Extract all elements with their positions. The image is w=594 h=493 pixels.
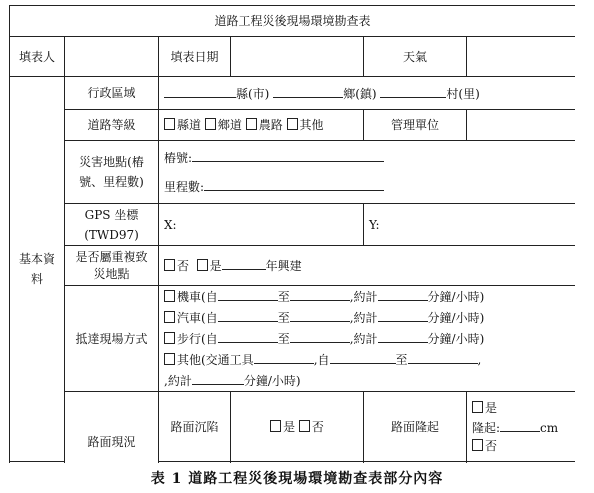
comma-label: ,: [477, 353, 482, 367]
approx-label: ,約計: [349, 290, 378, 304]
checkbox-repeat-no[interactable]: [164, 259, 175, 271]
survey-form: [9, 5, 575, 463]
scooter-label: 機車: [177, 290, 202, 304]
checkbox-other-vehicle[interactable]: [164, 353, 175, 365]
county-suffix: 縣(市): [236, 86, 270, 101]
other-from-blank[interactable]: [330, 349, 396, 364]
admin-area-label: 行政區域: [65, 77, 159, 110]
other-approx-label: ,約計: [164, 374, 192, 388]
heave-yes-label: 是: [485, 400, 498, 415]
checkbox-scooter[interactable]: [164, 290, 175, 302]
from-label: (自: [201, 311, 218, 325]
time-blank[interactable]: [378, 328, 428, 343]
disaster-location-field: [159, 141, 576, 204]
other-road-label: 其他: [299, 118, 324, 132]
time-blank[interactable]: [378, 286, 428, 301]
form-title: 道路工程災後現場環境勘查表: [10, 6, 576, 37]
other-vehicle-label: 其他(交通工具: [177, 353, 254, 367]
admin-area-field: [159, 77, 576, 110]
repeat-disaster-label: 是否屬重複致災地點: [65, 246, 159, 286]
access-row-other: [164, 349, 570, 370]
to-blank[interactable]: [290, 286, 350, 301]
mgmt-unit-label: 管理單位: [364, 110, 467, 141]
township-blank[interactable]: [273, 83, 343, 98]
other-time-blank[interactable]: [192, 370, 244, 385]
county-road-label: 縣道: [177, 118, 202, 132]
access-row-walk: [164, 328, 570, 349]
from-blank[interactable]: [218, 328, 278, 343]
other-to-label: 至: [395, 353, 408, 367]
road-status-label: 路面現況: [65, 392, 159, 464]
gps-x-label: X:: [164, 217, 177, 232]
road-grade-options: [159, 110, 364, 141]
road-grade-label: 道路等級: [65, 110, 159, 141]
weather-field[interactable]: [467, 37, 576, 77]
checkbox-sinking-yes[interactable]: [270, 420, 281, 432]
car-label: 汽車: [177, 311, 202, 325]
repeat-no-label: 否: [177, 259, 190, 273]
village-suffix: 村(里): [446, 86, 480, 101]
gps-y-field[interactable]: [364, 204, 576, 246]
checkbox-farm-road[interactable]: [246, 118, 257, 130]
mileage-blank[interactable]: [204, 176, 384, 191]
from-blank[interactable]: [218, 307, 278, 322]
heave-options: [467, 392, 576, 462]
checkbox-heave-no[interactable]: [472, 439, 483, 451]
access-row-scooter: [164, 286, 570, 307]
disaster-location-label: 災害地點(樁號、里程數): [65, 141, 159, 204]
minutes-label: 分鐘/小時): [427, 290, 485, 304]
heave-no-label: 否: [485, 438, 498, 453]
heave-height-blank[interactable]: [500, 417, 540, 432]
to-blank[interactable]: [290, 328, 350, 343]
checkbox-car[interactable]: [164, 311, 175, 323]
cm-unit: cm: [540, 420, 559, 435]
access-row-other-time: [164, 370, 570, 391]
checkbox-walk[interactable]: [164, 332, 175, 344]
gps-x-field[interactable]: [159, 204, 364, 246]
year-blank[interactable]: [222, 255, 266, 270]
checkbox-township-road[interactable]: [205, 118, 216, 130]
heave-height-label: 隆起:: [472, 420, 501, 435]
township-road-label: 鄉道: [217, 118, 242, 132]
village-blank[interactable]: [380, 83, 446, 98]
date-label: 填表日期: [159, 37, 231, 77]
survey-table: [9, 5, 575, 463]
repeat-yes-label: 是: [209, 259, 222, 273]
sinking-yes-label: 是: [283, 419, 296, 434]
time-blank[interactable]: [378, 307, 428, 322]
repeat-disaster-field: [159, 246, 576, 286]
filler-field[interactable]: [65, 37, 159, 77]
other-from-label: ,自: [313, 353, 330, 367]
minutes-label: 分鐘/小時): [427, 332, 485, 346]
vehicle-blank[interactable]: [254, 349, 314, 364]
sinking-no-label: 否: [311, 419, 324, 434]
checkbox-heave-yes[interactable]: [472, 401, 483, 413]
filler-label: 填表人: [10, 37, 65, 77]
date-field[interactable]: [231, 37, 364, 77]
township-suffix: 鄉(鎮): [343, 86, 377, 101]
access-field: [159, 286, 576, 392]
checkbox-sinking-no[interactable]: [299, 420, 310, 432]
approx-label: ,約計: [349, 332, 378, 346]
access-row-car: [164, 307, 570, 328]
gps-y-label: Y:: [369, 217, 380, 232]
approx-label: ,約計: [349, 311, 378, 325]
access-label: 抵達現場方式: [65, 286, 159, 392]
to-label: 至: [277, 290, 290, 304]
from-label: (自: [201, 332, 218, 346]
minutes-label: 分鐘/小時): [427, 311, 485, 325]
mileage-label: 里程數:: [164, 180, 205, 194]
from-blank[interactable]: [218, 286, 278, 301]
farm-road-label: 農路: [258, 118, 283, 132]
checkbox-other[interactable]: [287, 118, 298, 130]
sinking-options: [231, 392, 364, 462]
other-minutes-label: 分鐘/小時): [243, 374, 301, 388]
other-to-blank[interactable]: [408, 349, 478, 364]
county-blank[interactable]: [164, 83, 236, 98]
weather-label: 天氣: [364, 37, 467, 77]
heave-label: 路面隆起: [364, 392, 467, 462]
walk-label: 步行: [177, 332, 202, 346]
pile-label: 樁號:: [164, 151, 193, 165]
from-label: (自: [201, 290, 218, 304]
pile-blank[interactable]: [192, 147, 384, 162]
to-blank[interactable]: [290, 307, 350, 322]
checkbox-repeat-yes[interactable]: [197, 259, 208, 271]
sinking-label: 路面沉陷: [159, 392, 231, 462]
year-suffix: 年興建: [265, 259, 302, 273]
basic-info-label: 基本資料: [10, 77, 65, 462]
to-label: 至: [277, 311, 290, 325]
gps-label: GPS 坐標 (TWD97): [65, 204, 159, 246]
to-label: 至: [277, 332, 290, 346]
checkbox-county-road[interactable]: [164, 118, 175, 130]
mgmt-unit-field[interactable]: [467, 110, 576, 141]
table-caption: 表 1 道路工程災後現場環境勘查表部分內容: [150, 471, 444, 487]
